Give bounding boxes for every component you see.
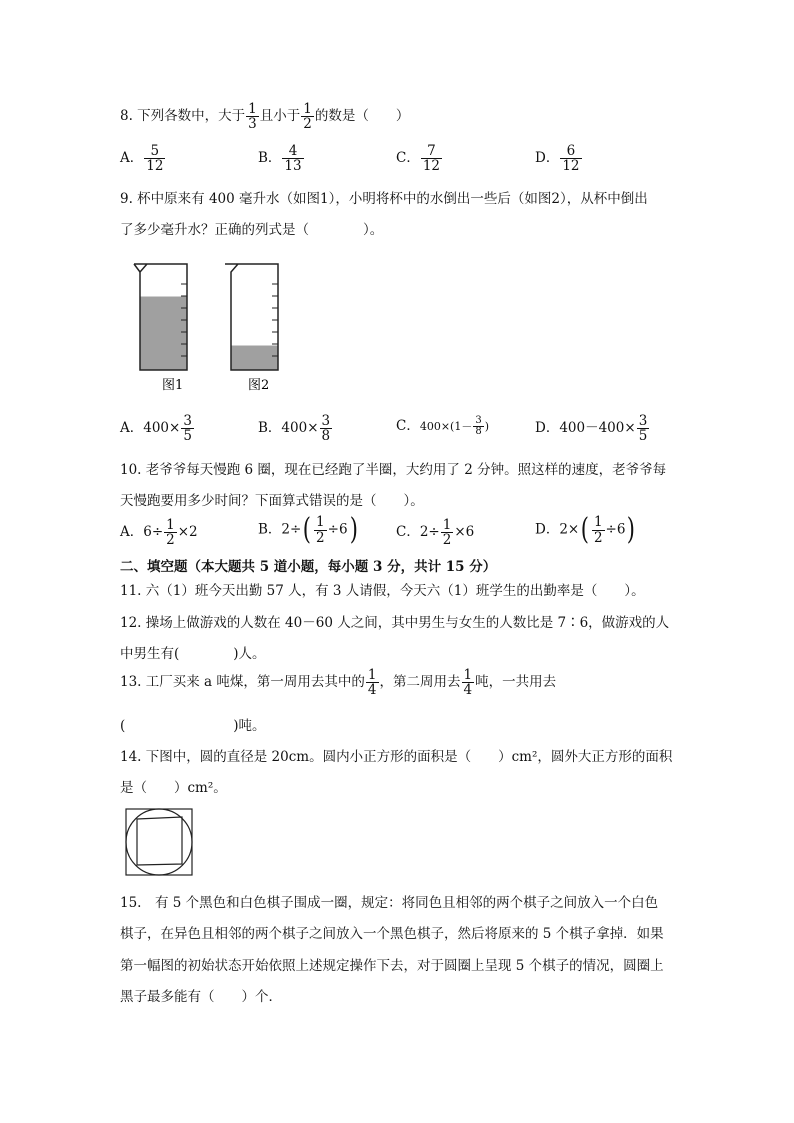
q10-b-post: ÷6 [327,521,348,538]
q8-option-a-label: A． [120,150,144,167]
q9-c-num: 3 [475,414,482,426]
q8-b-den: 13 [284,158,302,175]
q8-option-b[interactable] [258,144,305,173]
q10-d-num: 1 [593,514,603,531]
q9-c-expr: 400×(1－ [419,420,473,433]
q9-b-label: B． [258,420,282,437]
q9-c-frac [473,416,483,438]
q9-d-den: 5 [638,428,648,445]
q13-suffix: 吨，一共用去 [475,674,557,691]
q10-b-num: 1 [316,514,325,531]
fig1-caption: 图1 [162,378,184,393]
fig2-caption: 图2 [248,378,270,393]
q13-frac1-den: 4 [367,682,377,699]
q10-a-pre: 6÷ [143,524,164,541]
q13-frac1-num: 1 [367,667,377,683]
q10-line1: 10. 老爷爷每天慢跑 6 圈，现在已经跑了半圈，大约用了 2 分钟。照这样的速度，老爷爷每 [120,462,667,478]
q8-c-den: 12 [422,158,441,175]
q10-c-frac [441,518,454,547]
q10-d-open-paren: ( [580,512,590,547]
q8-option-b-label: B． [258,150,282,167]
q13-frac2-den: 4 [463,682,473,699]
q10-d-den: 2 [593,529,603,546]
q10-b-frac [314,515,327,544]
q9-c-close: ) [484,420,490,433]
q8-c-num: 7 [421,144,442,159]
q8-mid: 且小于 [259,108,301,125]
q9-a-expr: 400× [143,420,181,437]
q9-d-num: 3 [638,413,648,429]
q10-b-label: B． [258,521,282,538]
q8-frac-1-3 [246,102,259,131]
q8-option-c-label: C． [396,150,420,167]
q10-c-pre: 2÷ [419,524,440,541]
q9-beaker-figure [128,256,298,396]
q9-d-frac [637,414,650,443]
q8-option-d[interactable] [535,144,583,173]
q12-line1: 12. 操场上做游戏的人数在 40－60 人之间，其中男生与女生的人数比是 7∶6，做游戏的人 [120,615,670,631]
q9-d-expr: 400－400× [559,420,636,437]
q10-b-open-paren: ( [303,512,312,547]
q10-c-num: 1 [442,517,452,533]
q10-d-pre: 2× [559,521,580,538]
q10-a-label: A． [120,524,144,541]
q15-line2: 棋子，在异色且相邻的两个棋子之间放入一个黑色棋子，然后将原来的 5 个棋子拿掉．如果 [120,926,664,942]
q8-option-c-frac [421,144,442,173]
q10-option-b[interactable] [258,512,359,547]
q13-mid: ，第二周用去 [379,674,461,691]
q9-option-c[interactable] [396,414,489,438]
q9-a-den: 5 [183,428,192,445]
q9-b-expr: 400× [281,420,319,437]
beaker-1 [134,264,187,370]
q8-d-den: 12 [562,158,580,175]
q10-d-post: ÷6 [605,521,626,538]
q10-c-label: C． [396,524,420,541]
q10-b-den: 2 [316,529,325,546]
q14-circle-squares-figure [124,807,194,877]
q8-a-num: 5 [144,144,165,159]
q10-a-den: 2 [166,532,175,549]
section-2-title: 二、填空题（本大题共 5 道小题，每小题 3 分，共计 15 分） [120,559,497,575]
q8-option-d-frac [560,144,581,173]
q15-line1: 15. 有 5 个黑色和白色棋子围成一圈，规定：将同色且相邻的两个棋子之间放入一个白色 [120,895,659,911]
q10-c-den: 2 [442,532,452,549]
q8-frac2-num: 1 [303,101,312,117]
q9-line1: 9. 杯中原来有 400 毫升水（如图1），小明将杯中的水倒出一些后（如图2），从杯中倒出 [120,191,648,207]
q8-suffix: 的数是（ ） [314,108,410,125]
q11-text: 11. 六（1）班今天出勤 57 人，有 3 人请假，今天六（1）班学生的出勤率是（ ）。 [120,583,645,599]
q12-line2: 中男生有( )人。 [120,646,266,662]
q13-frac-1 [366,668,379,697]
q10-option-d[interactable] [535,512,637,547]
beaker-2 [225,264,278,370]
q9-a-num: 3 [183,413,192,429]
q8-frac1-num: 1 [248,101,257,117]
beaker-1-water [140,297,187,371]
q9-line2: 了多少毫升水？正确的列式是（ ）。 [120,222,384,238]
q8-stem [120,102,409,131]
q8-frac-1-2 [301,102,314,131]
q10-line2: 天慢跑要用多少时间？下面算式错误的是（ ）。 [120,493,424,509]
q8-option-a[interactable] [120,144,166,173]
q10-d-label: D． [535,521,560,538]
q10-c-post: ×6 [454,524,475,541]
q15-line4: 黑子最多能有（ ）个． [120,989,282,1005]
q8-d-num: 6 [560,144,581,159]
q8-frac1-den: 3 [248,116,257,133]
q9-b-den: 8 [321,428,331,445]
q9-a-frac [181,414,194,443]
q14-line2: 是（ ）cm²。 [120,780,227,796]
q13-frac-2 [462,668,475,697]
q10-d-frac [592,515,605,544]
q9-c-label: C． [396,418,420,434]
q13-prefix: 13. 工厂买来 a 吨煤，第一周用去其中的 [120,674,365,691]
q9-option-d[interactable] [535,414,650,443]
q8-prefix: 8. 下列各数中，大于 [120,108,246,125]
q13-line1 [120,668,556,697]
q9-c-den: 8 [475,426,482,437]
q10-option-c[interactable] [396,518,474,547]
q10-b-close-paren: ) [349,512,358,547]
q10-option-a[interactable] [120,518,198,547]
q8-a-den: 12 [146,158,164,175]
q10-a-frac [164,518,177,547]
q10-a-post: ×2 [177,524,198,541]
q8-option-d-label: D． [535,150,560,167]
q10-d-close-paren: ) [627,512,636,547]
q10-b-pre: 2÷ [281,521,302,538]
q13-frac2-num: 1 [463,667,473,683]
q8-option-c[interactable] [396,144,443,173]
inner-square [137,817,182,865]
q9-d-label: D． [535,420,560,437]
q10-a-num: 1 [166,517,175,533]
q14-line1: 14. 下图中，圆的直径是 20cm。圆内小正方形的面积是（ ）cm²，圆外大正方形的面积 [120,749,673,765]
q9-b-frac [320,414,333,443]
q8-option-b-frac [282,144,303,173]
q13-line2: ( )吨。 [120,718,266,734]
q15-line3: 第一幅图的初始状态开始依照上述规定操作下去，对于圆圈上呈现 5 个棋子的情况，圆圈上 [120,958,664,974]
q9-option-b[interactable] [258,414,333,443]
q9-a-label: A． [120,420,144,437]
q9-option-a[interactable] [120,414,195,443]
q8-option-a-frac [144,144,165,173]
q9-b-num: 3 [321,413,331,429]
q8-b-num: 4 [282,144,303,159]
q8-frac2-den: 2 [303,116,312,133]
beaker-2-water [231,346,278,371]
